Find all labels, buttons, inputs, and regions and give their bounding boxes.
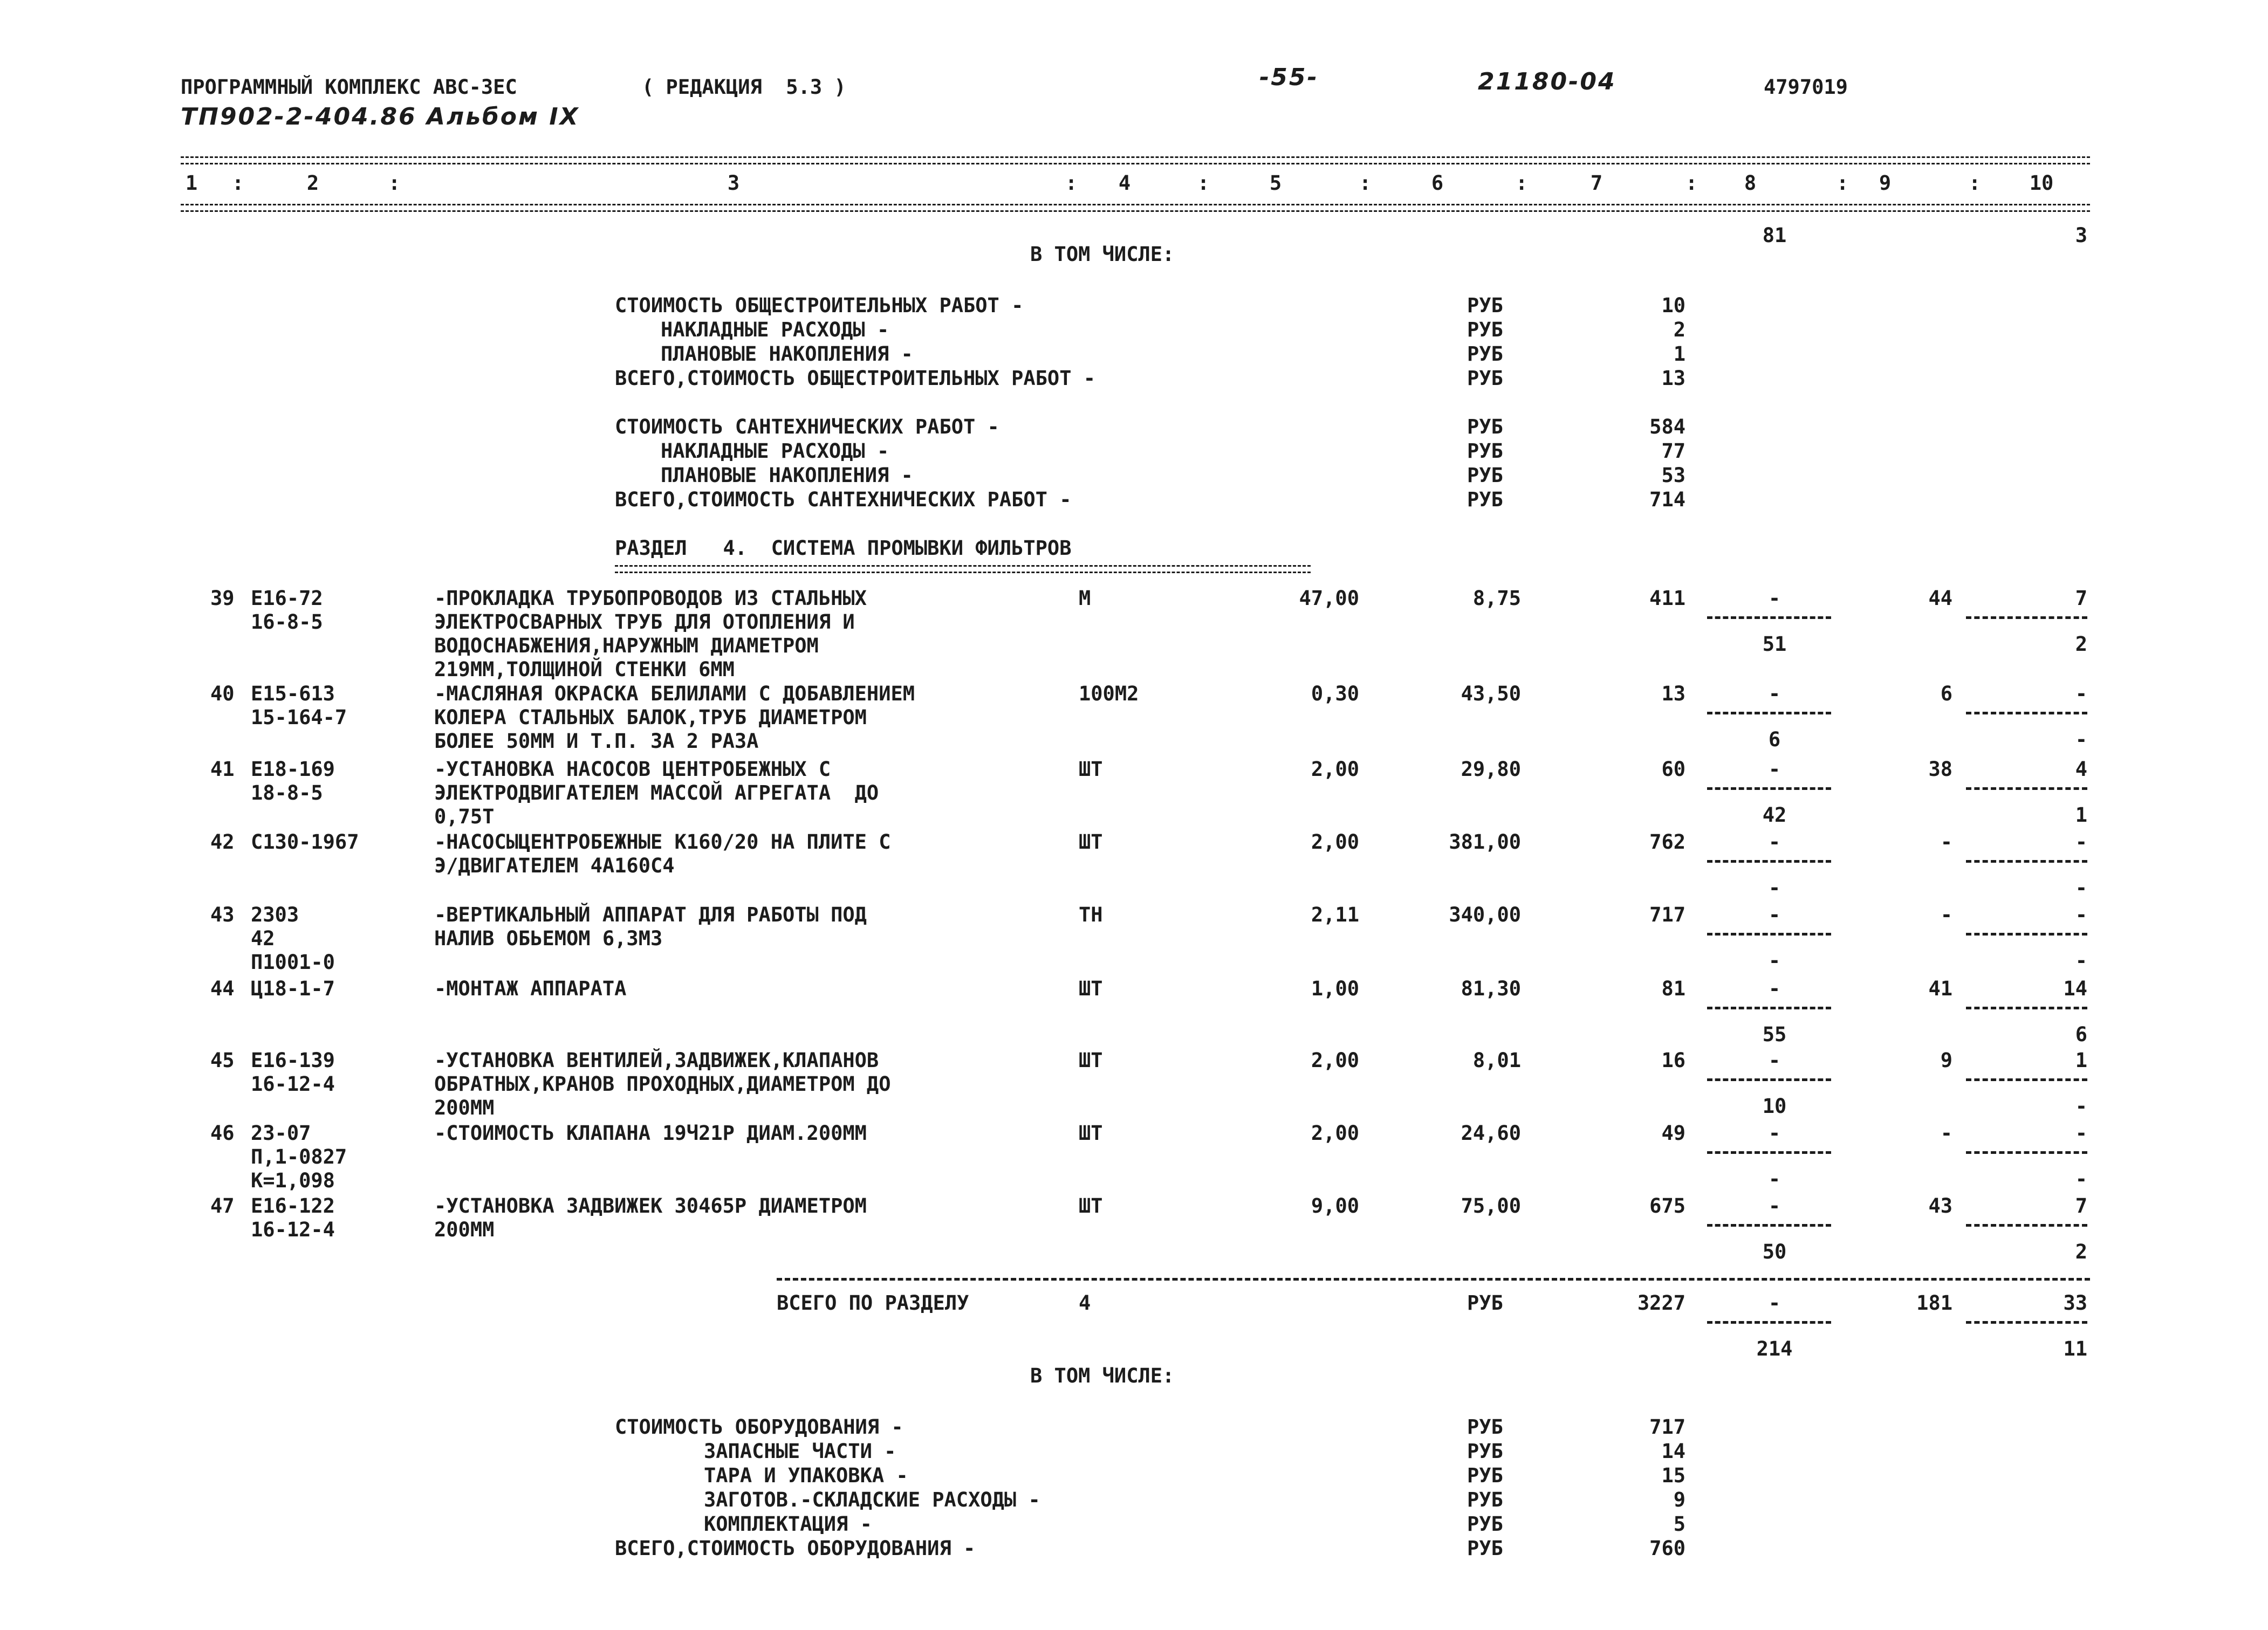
section-total-col10-divider bbox=[1966, 1321, 2087, 1324]
summary-label: ТАРА И УПАКОВКА - bbox=[704, 1464, 908, 1487]
section-total-col9: 181 bbox=[1916, 1291, 1952, 1315]
row-col9-value: - bbox=[1940, 903, 1952, 926]
section-total-col8: - bbox=[1768, 1291, 1781, 1315]
summary-unit: РУБ bbox=[1467, 294, 1503, 317]
row-col8-subvalue: - bbox=[1768, 1167, 1781, 1191]
row-number: 42 bbox=[210, 830, 235, 854]
summary-value: 584 bbox=[1649, 415, 1685, 438]
section-title-underline bbox=[615, 565, 1311, 573]
carry-col10-value: 3 bbox=[2075, 224, 2087, 247]
row-number: 41 bbox=[210, 758, 235, 781]
row-unit: ТН bbox=[1079, 903, 1103, 926]
row-norm-code: Е16-139 16-12-4 bbox=[251, 1049, 335, 1096]
row-col8-value: - bbox=[1768, 682, 1781, 705]
row-col8-divider bbox=[1707, 1078, 1831, 1081]
row-col8-divider bbox=[1707, 616, 1831, 619]
carry-col8-value: 81 bbox=[1762, 224, 1787, 247]
row-unit: ШТ bbox=[1079, 830, 1103, 854]
row-norm-code: Ц18-1-7 bbox=[251, 977, 335, 1000]
row-description: -МАСЛЯНАЯ ОКРАСКА БЕЛИЛАМИ С ДОБАВЛЕНИЕМ КОЛЕРА СТАЛЬНЫХ БАЛОК,ТРУБ ДИАМЕТРОМ БОЛЕЕ 50ММ И Т.П. ЗА 2 РАЗА bbox=[434, 682, 915, 753]
section-total-label: ВСЕГО ПО РАЗДЕЛУ bbox=[777, 1291, 969, 1315]
summary-label: ЗАПАСНЫЕ ЧАСТИ - bbox=[704, 1440, 896, 1463]
column-separator: : bbox=[388, 171, 401, 195]
row-description: -ПРОКЛАДКА ТРУБОПРОВОДОВ ИЗ СТАЛЬНЫХ ЭЛЕКТРОСВАРНЫХ ТРУБ ДЛЯ ОТОПЛЕНИЯ И ВОДОСНАБЖЕНИЯ,НАРУЖНЫМ ДИАМЕТРОМ 219ММ,ТОЛЩИНОЙ СТЕНКИ 6ММ bbox=[434, 587, 867, 681]
summary-unit: РУБ bbox=[1467, 1440, 1503, 1463]
row-unit: ШТ bbox=[1079, 758, 1103, 781]
row-total: 81 bbox=[1661, 977, 1685, 1000]
row-unit: ШТ bbox=[1079, 1194, 1103, 1218]
summary-unit: РУБ bbox=[1467, 318, 1503, 341]
summary-unit: РУБ bbox=[1467, 1512, 1503, 1536]
row-col10-divider bbox=[1966, 1078, 2087, 1081]
section-total-col8-divider bbox=[1707, 1321, 1831, 1324]
section-total-col10-subvalue: 11 bbox=[2063, 1337, 2087, 1360]
row-col10-subvalue: 1 bbox=[2075, 803, 2087, 827]
summary-unit: РУБ bbox=[1467, 464, 1503, 487]
row-col10-divider bbox=[1966, 1151, 2087, 1154]
row-col10-divider bbox=[1966, 933, 2087, 936]
column-number-9: 9 bbox=[1879, 171, 1892, 195]
row-col8-value: - bbox=[1768, 977, 1781, 1000]
row-description: -СТОИМОСТЬ КЛАПАНА 19Ч21Р ДИАМ.200ММ bbox=[434, 1122, 867, 1145]
page-number: -55- bbox=[1259, 64, 1319, 91]
row-col10-subvalue: - bbox=[2075, 876, 2087, 899]
row-number: 47 bbox=[210, 1194, 235, 1218]
row-quantity: 1,00 bbox=[1311, 977, 1359, 1000]
section-total-number: 4 bbox=[1079, 1291, 1091, 1315]
row-col9-value: 41 bbox=[1928, 977, 1952, 1000]
row-description: -НАСОСЫЦЕНТРОБЕЖНЫЕ К160/20 НА ПЛИТЕ С Э/ДВИГАТЕЛЕМ 4А160С4 bbox=[434, 830, 891, 877]
column-separator: : bbox=[1516, 171, 1528, 195]
section-total-col10: 33 bbox=[2063, 1291, 2087, 1315]
summary-value: 5 bbox=[1673, 1512, 1685, 1536]
summary-label: ПЛАНОВЫЕ НАКОПЛЕНИЯ - bbox=[661, 464, 913, 487]
summary-value: 14 bbox=[1661, 1440, 1685, 1463]
registration-number: 4797019 bbox=[1764, 75, 1848, 99]
section-title: РАЗДЕЛ 4. СИСТЕМА ПРОМЫВКИ ФИЛЬТРОВ bbox=[615, 537, 1072, 560]
row-col8-divider bbox=[1707, 1007, 1831, 1009]
row-norm-code: Е16-72 16-8-5 bbox=[251, 587, 323, 634]
row-unit-price: 75,00 bbox=[1461, 1194, 1521, 1218]
row-col10-divider bbox=[1966, 860, 2087, 863]
summary-label: КОМПЛЕКТАЦИЯ - bbox=[704, 1512, 872, 1536]
section-total-unit: РУБ bbox=[1467, 1291, 1503, 1315]
column-number-6: 6 bbox=[1431, 171, 1444, 195]
column-separator: : bbox=[1969, 171, 1981, 195]
in-total-heading: В ТОМ ЧИСЛЕ: bbox=[1030, 243, 1175, 266]
row-col10-divider bbox=[1966, 1224, 2087, 1227]
row-col10-subvalue: 2 bbox=[2075, 632, 2087, 656]
row-norm-code: Е16-122 16-12-4 bbox=[251, 1194, 335, 1241]
summary-value: 717 bbox=[1649, 1415, 1685, 1439]
summary-value: 9 bbox=[1673, 1488, 1685, 1511]
row-total: 16 bbox=[1661, 1049, 1685, 1072]
row-col10-value: - bbox=[2075, 682, 2087, 705]
album-label: ТП902-2-404.86 Альбом IX bbox=[181, 103, 580, 130]
row-col8-subvalue: 10 bbox=[1762, 1095, 1787, 1118]
row-col8-subvalue: 55 bbox=[1762, 1023, 1787, 1046]
row-unit-price: 24,60 bbox=[1461, 1122, 1521, 1145]
row-col9-value: 9 bbox=[1940, 1049, 1952, 1072]
row-col9-value: 38 bbox=[1928, 758, 1952, 781]
section-total-col8-subvalue: 214 bbox=[1756, 1337, 1793, 1360]
row-description: -МОНТАЖ АППАРАТА bbox=[434, 977, 627, 1000]
row-total: 49 bbox=[1661, 1122, 1685, 1145]
row-col9-value: - bbox=[1940, 1122, 1952, 1145]
row-col8-value: - bbox=[1768, 830, 1781, 854]
row-col8-divider bbox=[1707, 933, 1831, 936]
row-unit: ШТ bbox=[1079, 1049, 1103, 1072]
summary-value: 1 bbox=[1673, 342, 1685, 366]
row-col10-value: 1 bbox=[2075, 1049, 2087, 1072]
row-total: 717 bbox=[1649, 903, 1685, 926]
row-quantity: 9,00 bbox=[1311, 1194, 1359, 1218]
row-number: 46 bbox=[210, 1122, 235, 1145]
row-norm-code: Е15-613 15-164-7 bbox=[251, 682, 347, 729]
row-total: 13 bbox=[1661, 682, 1685, 705]
column-separator: : bbox=[1359, 171, 1372, 195]
row-col8-divider bbox=[1707, 787, 1831, 790]
row-col8-value: - bbox=[1768, 1194, 1781, 1218]
summary-label: СТОИМОСТЬ САНТЕХНИЧЕСКИХ РАБОТ - bbox=[615, 415, 999, 438]
row-quantity: 2,00 bbox=[1311, 758, 1359, 781]
row-quantity: 47,00 bbox=[1299, 587, 1359, 610]
row-col8-subvalue: 50 bbox=[1762, 1240, 1787, 1263]
in-total-heading-2: В ТОМ ЧИСЛЕ: bbox=[1030, 1364, 1175, 1387]
row-col9-value: 43 bbox=[1928, 1194, 1952, 1218]
row-unit-price: 8,01 bbox=[1472, 1049, 1521, 1072]
row-unit-price: 81,30 bbox=[1461, 977, 1521, 1000]
row-description: -УСТАНОВКА ВЕНТИЛЕЙ,ЗАДВИЖЕК,КЛАПАНОВ ОБРАТНЫХ,КРАНОВ ПРОХОДНЫХ,ДИАМЕТРОМ ДО 200ММ bbox=[434, 1049, 891, 1119]
row-unit: ШТ bbox=[1079, 977, 1103, 1000]
summary-label: ВСЕГО,СТОИМОСТЬ ОБЩЕСТРОИТЕЛЬНЫХ РАБОТ - bbox=[615, 367, 1096, 390]
row-quantity: 0,30 bbox=[1311, 682, 1359, 705]
row-col8-subvalue: 42 bbox=[1762, 803, 1787, 827]
row-norm-code: Е18-169 18-8-5 bbox=[251, 758, 335, 804]
row-unit-price: 43,50 bbox=[1461, 682, 1521, 705]
document-code: 21180-04 bbox=[1478, 68, 1616, 95]
column-separator: : bbox=[1197, 171, 1210, 195]
summary-unit: РУБ bbox=[1467, 367, 1503, 390]
row-col10-divider bbox=[1966, 1007, 2087, 1009]
summary-label: СТОИМОСТЬ ОБОРУДОВАНИЯ - bbox=[615, 1415, 903, 1439]
column-number-1: 1 bbox=[185, 171, 198, 195]
row-col10-value: - bbox=[2075, 830, 2087, 854]
row-unit-price: 340,00 bbox=[1449, 903, 1521, 926]
summary-unit: РУБ bbox=[1467, 1488, 1503, 1511]
row-number: 45 bbox=[210, 1049, 235, 1072]
row-col8-subvalue: - bbox=[1768, 949, 1781, 972]
row-col10-subvalue: - bbox=[2075, 949, 2087, 972]
row-col9-value: 44 bbox=[1928, 587, 1952, 610]
row-col10-value: 7 bbox=[2075, 587, 2087, 610]
row-col8-divider bbox=[1707, 1224, 1831, 1227]
row-col10-subvalue: 6 bbox=[2075, 1023, 2087, 1046]
row-col8-divider bbox=[1707, 1151, 1831, 1154]
summary-label: ЗАГОТОВ.-СКЛАДСКИЕ РАСХОДЫ - bbox=[704, 1488, 1040, 1511]
row-number: 40 bbox=[210, 682, 235, 705]
row-unit-price: 29,80 bbox=[1461, 758, 1521, 781]
row-quantity: 2,11 bbox=[1311, 903, 1359, 926]
row-unit: ШТ bbox=[1079, 1122, 1103, 1145]
row-total: 762 bbox=[1649, 830, 1685, 854]
edition-label: ( РЕДАКЦИЯ 5.3 ) bbox=[642, 75, 846, 99]
summary-unit: РУБ bbox=[1467, 1415, 1503, 1439]
row-col8-divider bbox=[1707, 712, 1831, 714]
summary-unit: РУБ bbox=[1467, 415, 1503, 438]
summary-value: 77 bbox=[1661, 439, 1685, 463]
row-col10-subvalue: - bbox=[2075, 1095, 2087, 1118]
header-top-rule bbox=[181, 156, 2090, 164]
summary-value: 13 bbox=[1661, 367, 1685, 390]
summary-value: 53 bbox=[1661, 464, 1685, 487]
row-total: 675 bbox=[1649, 1194, 1685, 1218]
row-col8-value: - bbox=[1768, 587, 1781, 610]
row-number: 44 bbox=[210, 977, 235, 1000]
row-col8-subvalue: 6 bbox=[1768, 728, 1781, 751]
row-col10-divider bbox=[1966, 616, 2087, 619]
summary-label: ПЛАНОВЫЕ НАКОПЛЕНИЯ - bbox=[661, 342, 913, 366]
row-norm-code: 2303 42 П1001-0 bbox=[251, 903, 335, 974]
row-total: 411 bbox=[1649, 587, 1685, 610]
column-separator: : bbox=[1837, 171, 1849, 195]
summary-value: 2 bbox=[1673, 318, 1685, 341]
row-col10-value: 14 bbox=[2063, 977, 2087, 1000]
column-number-7: 7 bbox=[1590, 171, 1603, 195]
row-col10-value: - bbox=[2075, 1122, 2087, 1145]
row-col10-subvalue: - bbox=[2075, 1167, 2087, 1191]
column-separator: : bbox=[1685, 171, 1698, 195]
summary-unit: РУБ bbox=[1467, 439, 1503, 463]
row-quantity: 2,00 bbox=[1311, 830, 1359, 854]
row-description: -УСТАНОВКА НАСОСОВ ЦЕНТРОБЕЖНЫХ С ЭЛЕКТРОДВИГАТЕЛЕМ МАССОЙ АГРЕГАТА ДО 0,75Т bbox=[434, 758, 879, 828]
row-col8-value: - bbox=[1768, 903, 1781, 926]
column-number-3: 3 bbox=[727, 171, 740, 195]
program-name: ПРОГРАММНЫЙ КОМПЛЕКС АВС-3ЕС bbox=[181, 75, 517, 99]
summary-value: 714 bbox=[1649, 488, 1685, 511]
summary-value: 760 bbox=[1649, 1537, 1685, 1560]
row-number: 43 bbox=[210, 903, 235, 926]
summary-unit: РУБ bbox=[1467, 488, 1503, 511]
row-total: 60 bbox=[1661, 758, 1685, 781]
row-col10-subvalue: 2 bbox=[2075, 1240, 2087, 1263]
column-separator: : bbox=[1065, 171, 1078, 195]
row-col10-divider bbox=[1966, 712, 2087, 714]
summary-label: ВСЕГО,СТОИМОСТЬ ОБОРУДОВАНИЯ - bbox=[615, 1537, 976, 1560]
row-col10-subvalue: - bbox=[2075, 728, 2087, 751]
row-col10-value: 4 bbox=[2075, 758, 2087, 781]
row-description: -УСТАНОВКА ЗАДВИЖЕК 30465Р ДИАМЕТРОМ 200ММ bbox=[434, 1194, 867, 1241]
row-description: -ВЕРТИКАЛЬНЫЙ АППАРАТ ДЛЯ РАБОТЫ ПОД НАЛИВ ОБЬЕМОМ 6,3М3 bbox=[434, 903, 867, 950]
column-number-10: 10 bbox=[2029, 171, 2054, 195]
row-col8-value: - bbox=[1768, 1122, 1781, 1145]
summary-label: НАКЛАДНЫЕ РАСХОДЫ - bbox=[661, 439, 889, 463]
column-number-8: 8 bbox=[1744, 171, 1757, 195]
column-separator: : bbox=[232, 171, 244, 195]
column-number-4: 4 bbox=[1118, 171, 1131, 195]
row-number: 39 bbox=[210, 587, 235, 610]
row-col8-value: - bbox=[1768, 758, 1781, 781]
header-bottom-rule bbox=[181, 204, 2090, 212]
row-col9-value: - bbox=[1940, 830, 1952, 854]
row-col8-divider bbox=[1707, 860, 1831, 863]
summary-unit: РУБ bbox=[1467, 1537, 1503, 1560]
row-col10-value: 7 bbox=[2075, 1194, 2087, 1218]
row-col8-subvalue: - bbox=[1768, 876, 1781, 899]
summary-unit: РУБ bbox=[1467, 342, 1503, 366]
row-norm-code: С130-1967 bbox=[251, 830, 359, 854]
row-norm-code: 23-07 П,1-0827 К=1,098 bbox=[251, 1122, 347, 1192]
summary-unit: РУБ bbox=[1467, 1464, 1503, 1487]
summary-label: ВСЕГО,СТОИМОСТЬ САНТЕХНИЧЕСКИХ РАБОТ - bbox=[615, 488, 1072, 511]
row-col8-subvalue: 51 bbox=[1762, 632, 1787, 656]
row-quantity: 2,00 bbox=[1311, 1049, 1359, 1072]
row-unit-price: 381,00 bbox=[1449, 830, 1521, 854]
row-col10-value: - bbox=[2075, 903, 2087, 926]
row-quantity: 2,00 bbox=[1311, 1122, 1359, 1145]
row-unit-price: 8,75 bbox=[1472, 587, 1521, 610]
summary-value: 15 bbox=[1661, 1464, 1685, 1487]
row-unit: 100М2 bbox=[1079, 682, 1139, 705]
row-col8-value: - bbox=[1768, 1049, 1781, 1072]
row-col10-divider bbox=[1966, 787, 2087, 790]
summary-label: СТОИМОСТЬ ОБЩЕСТРОИТЕЛЬНЫХ РАБОТ - bbox=[615, 294, 1024, 317]
section-total-rule bbox=[777, 1278, 2090, 1281]
summary-label: НАКЛАДНЫЕ РАСХОДЫ - bbox=[661, 318, 889, 341]
column-number-2: 2 bbox=[306, 171, 319, 195]
section-total-amount: 3227 bbox=[1637, 1291, 1685, 1315]
column-number-5: 5 bbox=[1269, 171, 1282, 195]
summary-value: 10 bbox=[1661, 294, 1685, 317]
row-unit: М bbox=[1079, 587, 1091, 610]
row-col9-value: 6 bbox=[1940, 682, 1952, 705]
